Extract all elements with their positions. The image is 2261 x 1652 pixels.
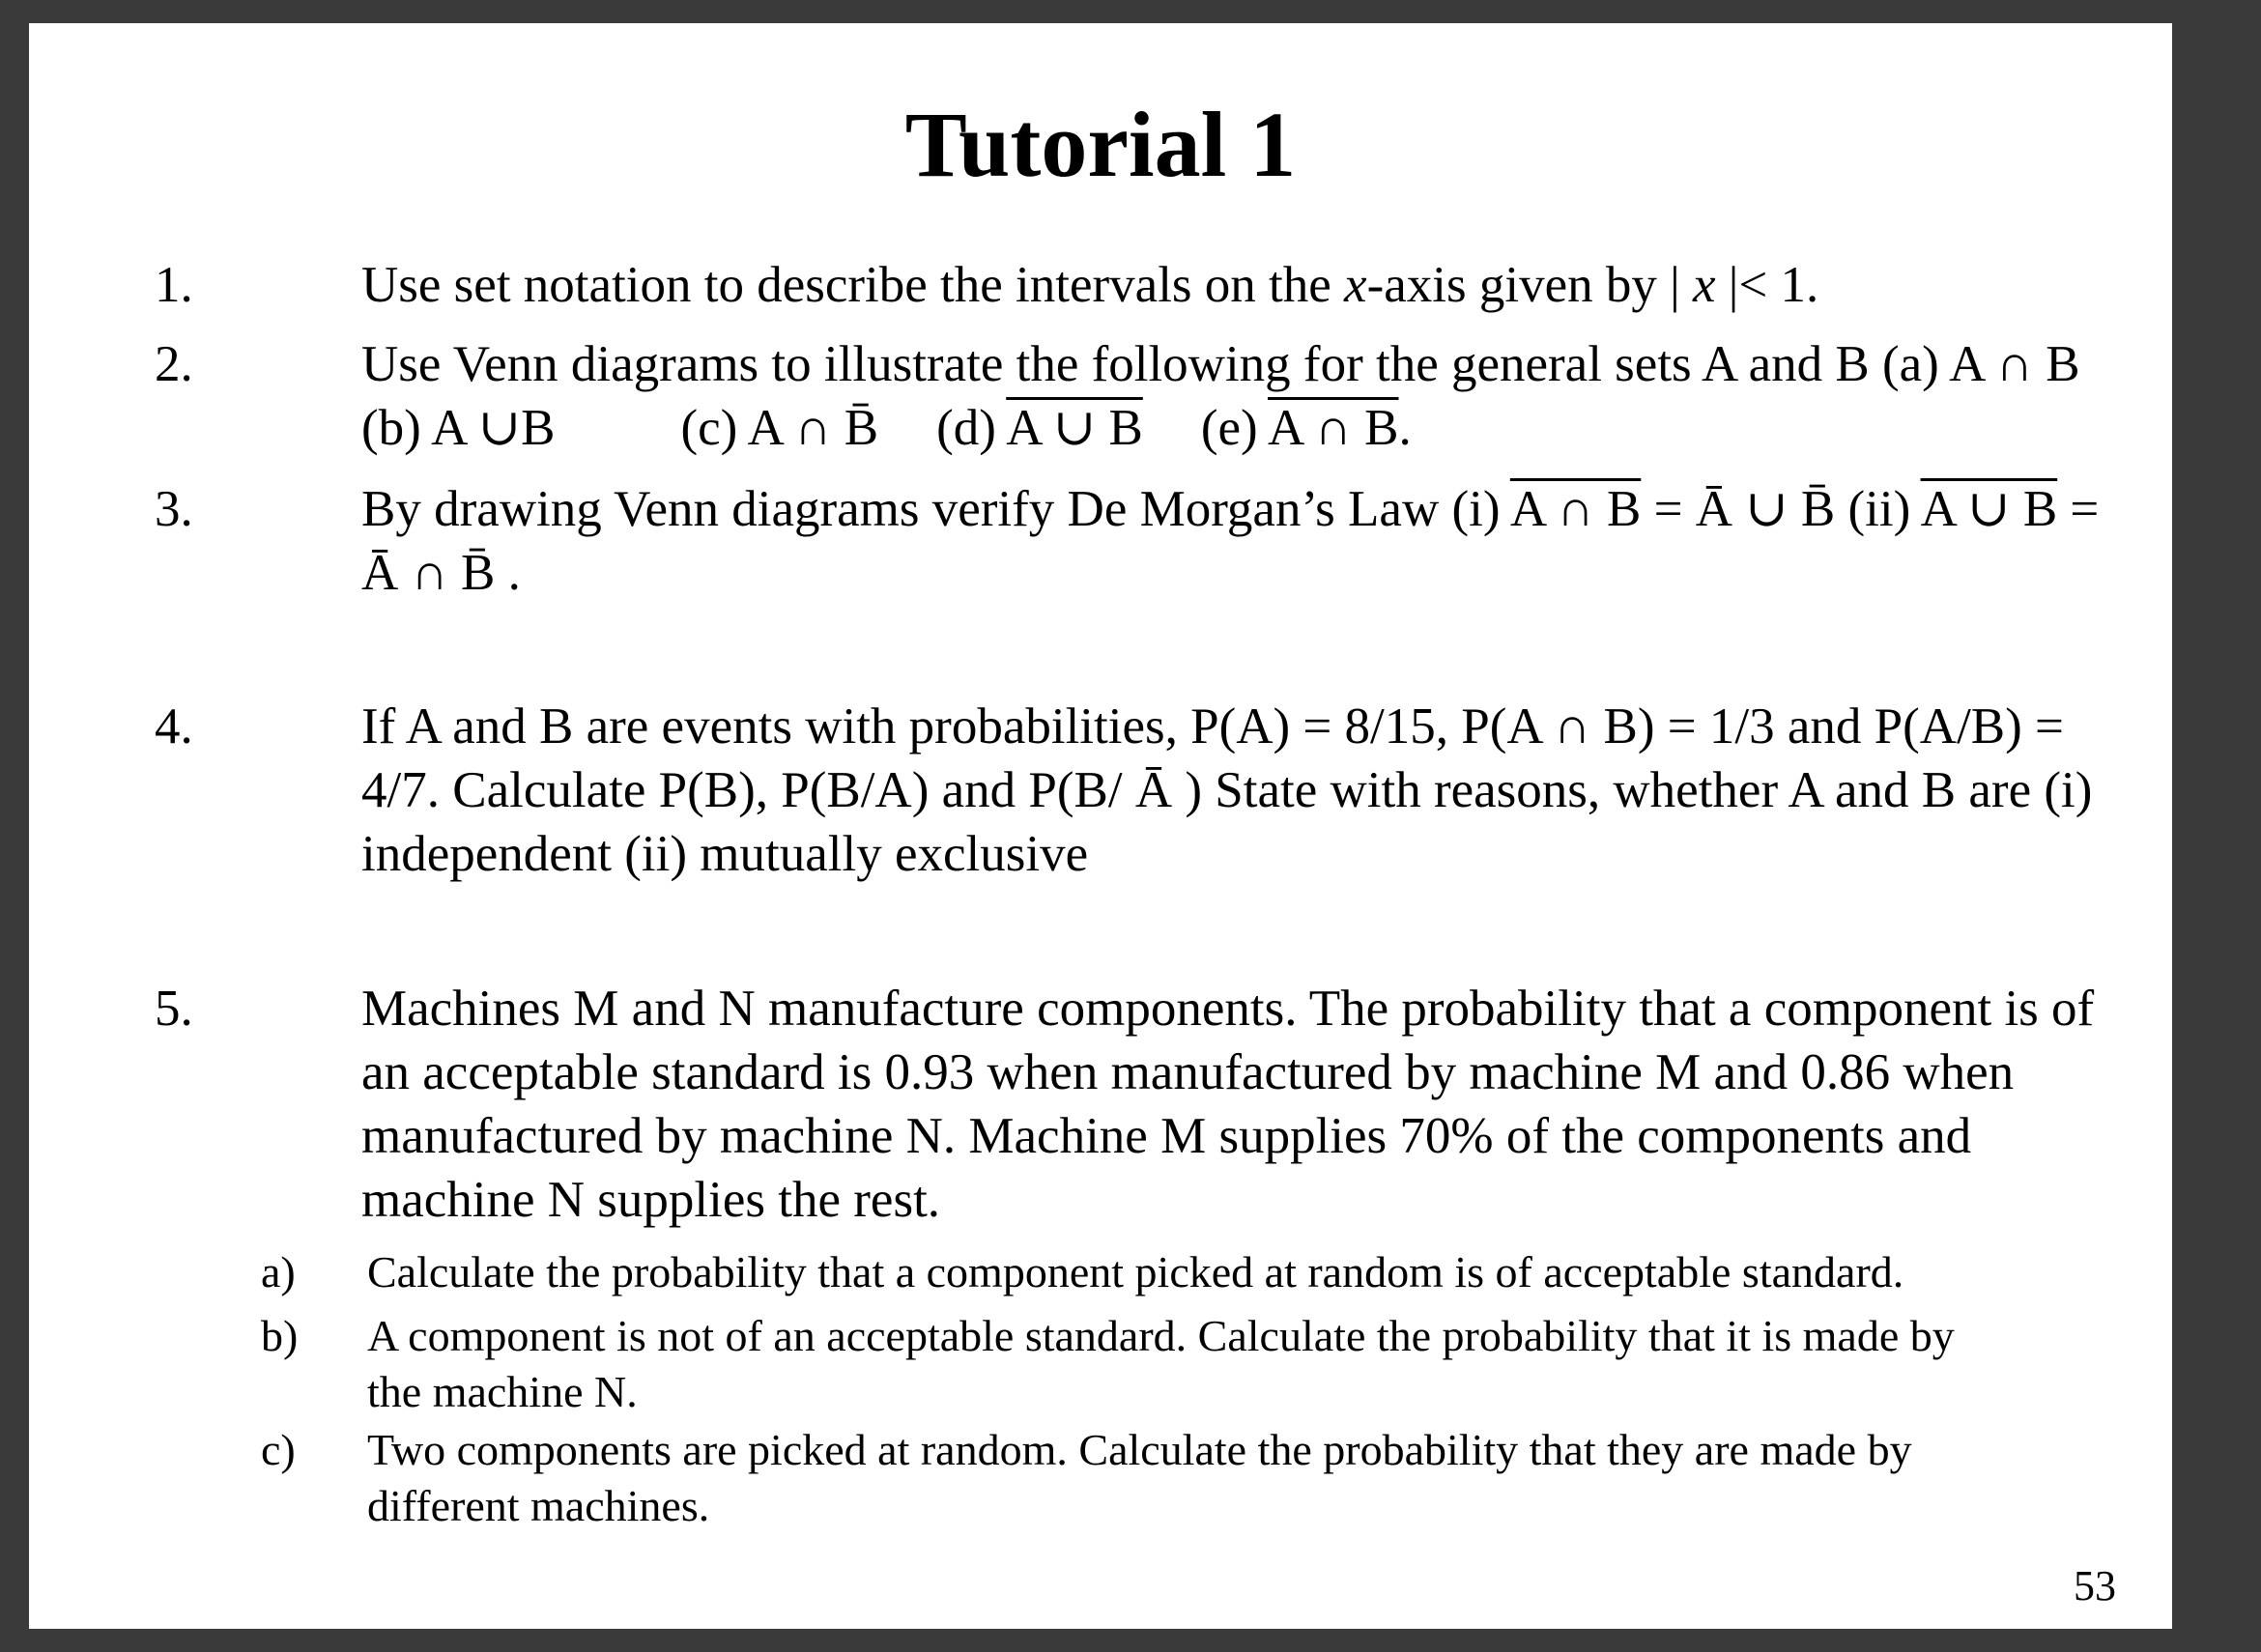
question-text: 4/7. Calculate P(B), P(B/A) and P(B/ Ā ) State with reasons, whether A and B are (i) <box>361 762 2093 818</box>
document-page <box>29 23 2172 1629</box>
subpart-label: a) <box>261 1247 296 1296</box>
question-1 <box>155 253 2126 317</box>
question-number: 4. <box>155 698 193 755</box>
question-text: Ā ∩ B̄ . <box>361 545 521 601</box>
subpart-text: Calculate the probability that a component picked at random is of acceptable standard. <box>367 1247 1904 1296</box>
subpart-text: Two components are picked at random. Calculate the probability that they are made by <box>367 1425 1912 1474</box>
question-text: independent (ii) mutually exclusive <box>361 826 1089 882</box>
subpart-text: the machine N. <box>367 1367 638 1416</box>
question-number: 1. <box>155 257 193 313</box>
subpart-a <box>261 1244 2097 1300</box>
subpart-label: b) <box>261 1311 299 1360</box>
question-text: manufactured by machine N. Machine M supplies 70% of the components and <box>361 1108 1972 1164</box>
question-number: 2. <box>155 336 193 392</box>
question-4 <box>155 695 2126 886</box>
subpart-text: A component is not of an acceptable standard. Calculate the probability that it is made by <box>367 1311 1955 1360</box>
question-text: If A and B are events with probabilities, P(A) = 8/15, P(A ∩ B) = 1/3 and P(A/B) = <box>361 698 2064 755</box>
question-text-options: (b) A ∪B (c) A ∩ B̄ (d) A ∪ B (e) A ∩ B. <box>361 400 1412 456</box>
question-text: Use set notation to describe the intervals on the x-axis given by | x |< 1. <box>361 257 1819 313</box>
subpart-text: different machines. <box>367 1481 710 1530</box>
question-text: an acceptable standard is 0.93 when manufactured by machine M and 0.86 when <box>361 1044 2015 1100</box>
question-text: Machines M and N manufacture components. The probability that a component is of <box>361 981 2095 1037</box>
question-2 <box>155 332 2126 460</box>
page-number: 53 <box>2074 1562 2116 1609</box>
question-number: 3. <box>155 481 193 537</box>
subpart-label: c) <box>261 1425 296 1474</box>
question-3 <box>155 477 2126 605</box>
subpart-c <box>261 1422 2097 1534</box>
question-text: By drawing Venn diagrams verify De Morgan’s Law (i) A ∩ B = Ā ∪ B̄ (ii) A ∪ B = <box>361 481 2100 537</box>
question-5 <box>155 977 2126 1232</box>
page-title: Tutorial 1 <box>904 93 1297 196</box>
question-text: machine N supplies the rest. <box>361 1172 941 1228</box>
question-text: Use Venn diagrams to illustrate the following for the general sets A and B (a) A ∩ B <box>361 336 2080 392</box>
subpart-b <box>261 1308 2097 1420</box>
question-number: 5. <box>155 981 193 1037</box>
